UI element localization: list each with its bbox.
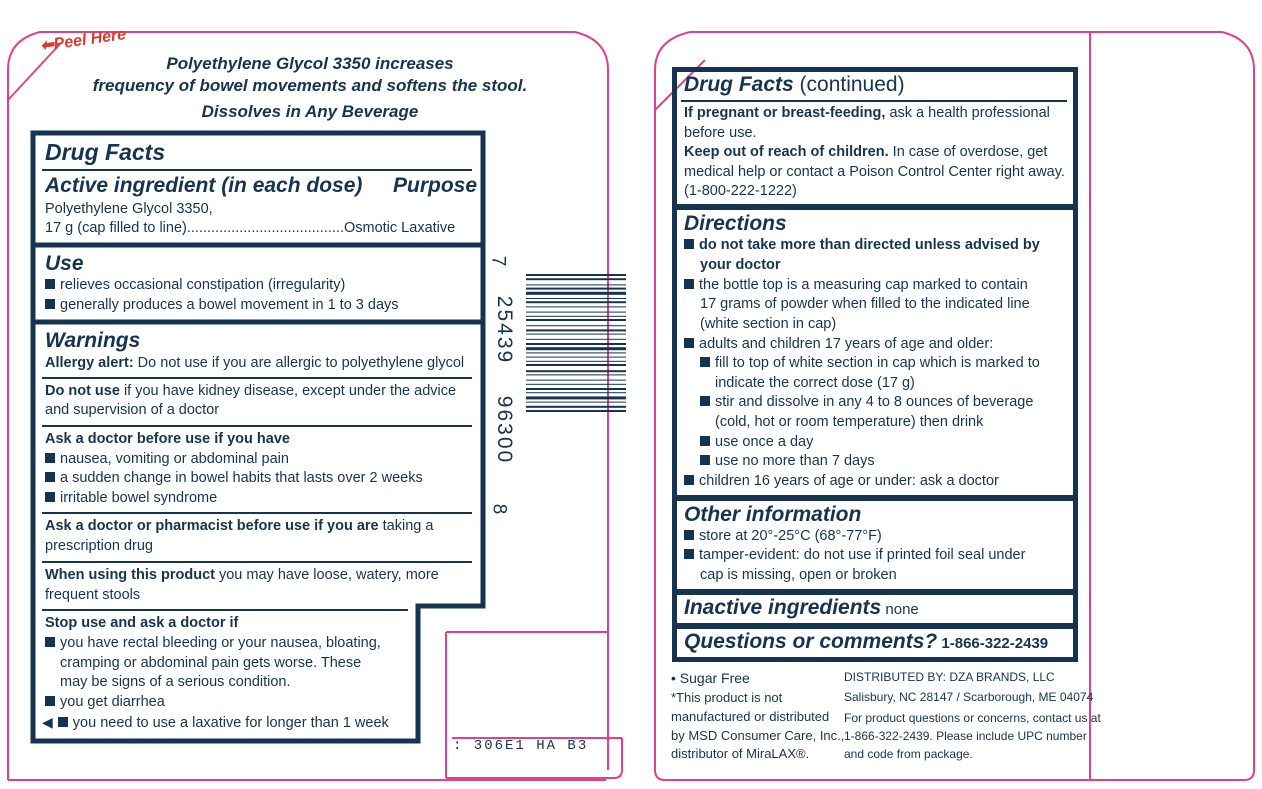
rule xyxy=(42,609,408,611)
purpose-heading: Purpose xyxy=(393,174,478,197)
distributor-5: and code from package. xyxy=(844,747,973,761)
disclaimer-3: by MSD Consumer Care, Inc., xyxy=(671,728,845,743)
when-using-2: frequent stools xyxy=(45,587,141,603)
barcode-bar xyxy=(526,292,626,295)
allergy-alert: Allergy alert: Do not use if you are allergic to polyethylene glycol xyxy=(45,355,465,371)
inactive-ingredients: Inactive ingredients none xyxy=(684,596,919,619)
barcode-bar xyxy=(526,319,626,321)
direction-3b-line-2: (cold, hot or room temperature) then drink xyxy=(715,414,984,430)
do-not-use-2: and supervision of a doctor xyxy=(45,402,220,418)
lot-code: : 306E1 HA B3 xyxy=(453,738,589,754)
bullet-icon xyxy=(58,717,68,727)
directions-heading: Directions xyxy=(684,212,787,235)
distributor-4: 1-866-322-2439. Please include UPC number xyxy=(844,729,1087,743)
bullet-icon xyxy=(684,549,694,559)
direction-3: adults and children 17 years of age and older: xyxy=(684,335,993,355)
barcode-group-1: 25439 xyxy=(493,295,516,365)
do-not-use-1: Do not use if you have kidney disease, except under the advice xyxy=(45,383,457,399)
distributor-1: DISTRIBUTED BY: DZA BRANDS, LLC xyxy=(844,670,1055,684)
continued-title: Drug Facts (continued) xyxy=(684,73,905,96)
direction-2-line-2: 17 grams of powder when filled to the indicated line xyxy=(700,296,1030,312)
active-line-2: 17 g (cap filled to line).......................................Osmotic Laxative xyxy=(45,220,456,236)
barcode-bar xyxy=(526,334,626,335)
tagline-1: Polyethylene Glycol 3350 increases xyxy=(166,54,454,73)
other-information-heading: Other information xyxy=(684,503,862,526)
barcode-bar xyxy=(526,370,626,372)
stop-item-2: you get diarrhea xyxy=(45,693,165,713)
disclaimer-1: *This product is not xyxy=(671,690,783,705)
barcode-bar xyxy=(526,410,626,412)
bullet-icon xyxy=(700,455,710,465)
barcode-bar xyxy=(526,274,626,276)
barcode-bar xyxy=(526,301,626,303)
rule xyxy=(42,561,472,563)
stop-item-1-line-1: you have rectal bleeding or your nausea, bloating, xyxy=(45,634,381,654)
direction-1-line-1: do not take more than directed unless advised by xyxy=(684,236,1040,256)
bullet-icon xyxy=(684,475,694,485)
direction-3b-line-1: stir and dissolve in any 4 to 8 ounces of beverage xyxy=(700,393,1033,413)
bullet-icon xyxy=(684,239,694,249)
distributor-2: Salisbury, NC 28147 / Scarborough, ME 04074 xyxy=(844,690,1094,704)
barcode-bar xyxy=(526,361,626,362)
ask-pharmacist-2: prescription drug xyxy=(45,538,153,554)
barcode-check-digit: 8 xyxy=(488,503,510,515)
barcode-bar xyxy=(526,329,626,331)
disclaimer-4: distributor of MiraLAX®. xyxy=(671,746,810,761)
bullet-icon xyxy=(700,436,710,446)
bullet-icon xyxy=(45,696,55,706)
tagline-2: frequency of bowel movements and softens the stool. xyxy=(92,76,528,95)
keep-out-2: medical help or contact a Poison Control Center right away. xyxy=(684,164,1065,180)
barcode-bar xyxy=(526,298,626,299)
use-item: relieves occasional constipation (irregularity) xyxy=(45,276,345,296)
bullet-icon xyxy=(684,279,694,289)
barcode-bar xyxy=(526,306,626,307)
barcode-bar xyxy=(526,312,626,313)
ask-doctor-item: nausea, vomiting or abdominal pain xyxy=(45,450,289,470)
barcode-bar xyxy=(526,392,626,393)
active-heading: Active ingredient (in each dose) xyxy=(45,174,363,197)
ask-doctor-item: irritable bowel syndrome xyxy=(45,489,217,509)
ask-doctor-heading: Ask a doctor before use if you have xyxy=(45,431,290,447)
use-heading: Use xyxy=(45,252,84,275)
rule xyxy=(42,425,472,427)
continue-arrow-icon: ◀ xyxy=(42,714,53,730)
direction-3d: use no more than 7 days xyxy=(700,452,875,472)
pregnant-1: If pregnant or breast-feeding, ask a health professional xyxy=(684,105,1050,121)
direction-3a-line-1: fill to top of white section in cap which is marked to xyxy=(700,354,1040,374)
bullet-icon xyxy=(45,299,55,309)
barcode-bar xyxy=(526,343,626,345)
stop-item-1-line-2: cramping or abdominal pain gets worse. These xyxy=(60,655,362,671)
direction-2-line-3: (white section in cap) xyxy=(700,316,837,332)
distributor-3: For product questions or concerns, contact us at xyxy=(844,711,1101,725)
barcode-bar xyxy=(526,406,626,408)
direction-3c: use once a day xyxy=(700,433,813,453)
direction-2-line-1: the bottle top is a measuring cap marked to contain xyxy=(684,276,1028,296)
rule xyxy=(42,512,472,514)
barcode-bar xyxy=(526,384,626,385)
bullet-icon xyxy=(45,492,55,502)
barcode-bar xyxy=(526,364,626,366)
barcode-bar xyxy=(526,347,626,350)
bullet-icon xyxy=(684,530,694,540)
barcode-bar xyxy=(526,325,626,326)
direction-4: children 16 years of age or under: ask a doctor xyxy=(684,472,999,492)
keep-out-1: Keep out of reach of children. In case of overdose, get xyxy=(684,144,1048,160)
barcode-bar xyxy=(526,339,626,340)
tagline-3: Dissolves in Any Beverage xyxy=(201,102,419,121)
bullet-icon xyxy=(45,637,55,647)
ask-doctor-item: a sudden change in bowel habits that lasts over 2 weeks xyxy=(45,469,423,489)
direction-3a-line-2: indicate the correct dose (17 g) xyxy=(715,375,915,391)
drug-facts-title: Drug Facts xyxy=(45,139,166,165)
peel-arrow-icon: ⬅ xyxy=(39,36,55,55)
sugar-free: • Sugar Free xyxy=(671,670,750,686)
stop-use-heading: Stop use and ask a doctor if xyxy=(45,615,239,631)
rule xyxy=(42,377,472,379)
peel-here[interactable]: ⬅Peel Here xyxy=(39,26,128,55)
barcode-bar xyxy=(526,278,626,280)
other-item-2-line-1: tamper-evident: do not use if printed foil seal under xyxy=(684,546,1025,566)
stop-item-1-line-3: may be signs of a serious condition. xyxy=(60,674,291,690)
barcode-lead-digit: 7 xyxy=(487,255,509,267)
bullet-icon xyxy=(700,357,710,367)
barcode-bar xyxy=(526,357,626,358)
barcode-bar xyxy=(526,374,626,375)
barcode-bar xyxy=(526,402,626,403)
warnings-heading: Warnings xyxy=(45,329,141,352)
barcode-bar xyxy=(526,380,626,381)
barcode-bar xyxy=(526,288,626,290)
barcode-bar xyxy=(526,316,626,317)
disclaimer-2: manufactured or distributed xyxy=(671,709,830,724)
other-item-2-line-2: cap is missing, open or broken xyxy=(700,567,897,583)
when-using-1: When using this product you may have loose, watery, more xyxy=(45,567,439,583)
bullet-icon xyxy=(684,338,694,348)
stop-item-3: ◀ you need to use a laxative for longer than 1 week xyxy=(42,714,389,731)
bullet-icon xyxy=(700,396,710,406)
barcode xyxy=(526,274,626,492)
purpose-value: Osmotic Laxative xyxy=(343,220,456,236)
use-item: generally produces a bowel movement in 1 to 3 days xyxy=(45,296,399,316)
rule xyxy=(681,100,1067,102)
bullet-icon xyxy=(45,279,55,289)
direction-1-line-2: your doctor xyxy=(700,257,781,273)
pregnant-2: before use. xyxy=(684,125,757,141)
bullet-icon xyxy=(45,453,55,463)
rule xyxy=(42,169,472,171)
barcode-bar xyxy=(526,396,626,399)
barcode-bar xyxy=(526,388,626,390)
barcode-bar xyxy=(526,352,626,353)
other-item-1: store at 20°-25°C (68°-77°F) xyxy=(684,527,882,547)
ask-pharmacist-1: Ask a doctor or pharmacist before use if you are taking a xyxy=(45,518,434,534)
keep-out-3: (1-800-222-1222) xyxy=(684,183,797,199)
barcode-group-2: 96300 xyxy=(493,395,516,465)
barcode-bar xyxy=(526,284,626,285)
active-line-1: Polyethylene Glycol 3350, xyxy=(45,201,213,217)
questions-comments: Questions or comments? 1-866-322-2439 xyxy=(684,630,1049,653)
bullet-icon xyxy=(45,472,55,482)
